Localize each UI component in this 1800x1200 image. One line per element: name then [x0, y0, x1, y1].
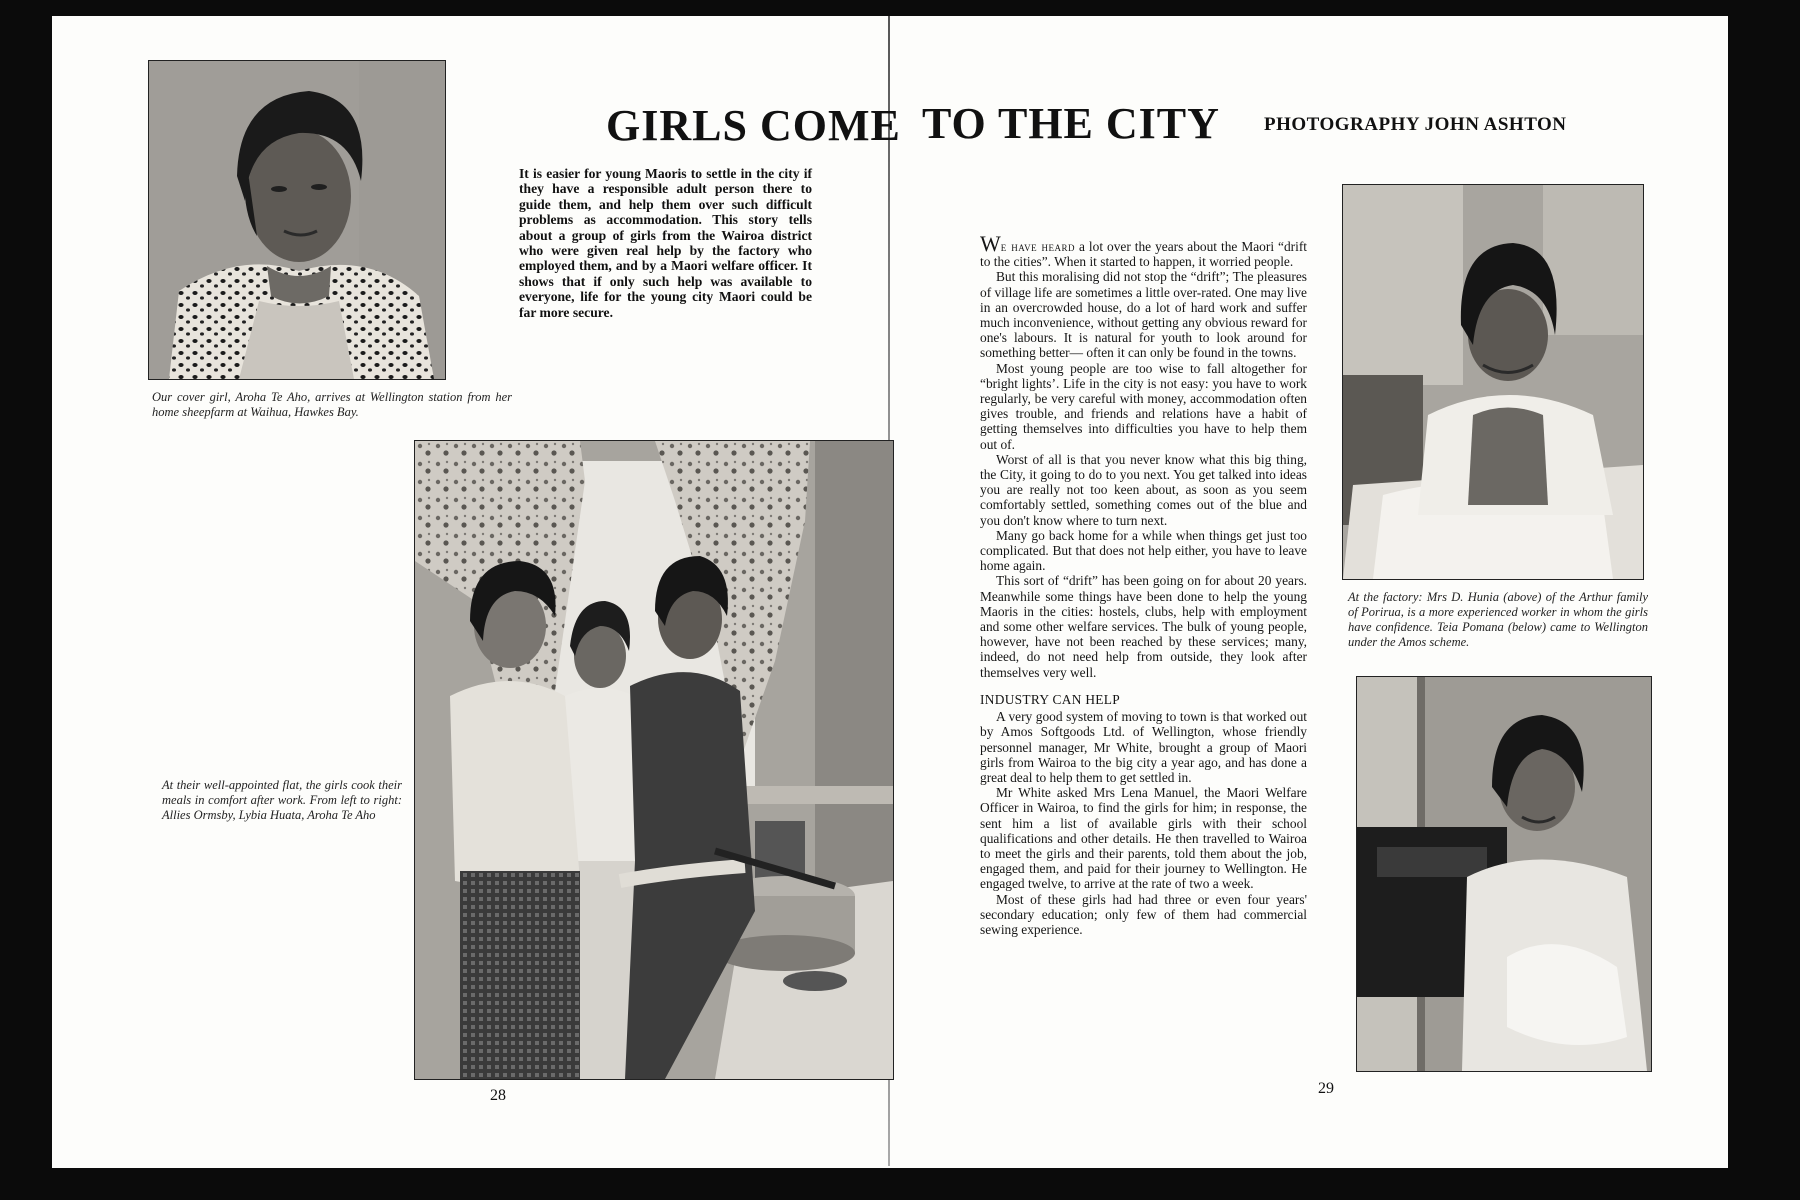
paragraph-3: Most young people are too wise to fall altogether for “bright lights’. Life in the city is not easy: you have to work regularly, be very careful with money, accommodation often gives trouble, and friends and relations have a habit of getting themselves into difficulties you have to help them out of. [980, 360, 1307, 452]
page-number-left: 28 [490, 1087, 506, 1104]
paragraph-1: We have heard a lot over the years about the Maori “drift to the cities”. When it started to happen, it worried people. [980, 231, 1307, 270]
intro-text: It is easier for young Maoris to settle in the city if they have a responsible adult person there to guide them, and help them over such difficult problems as accommodation. This story tells about a group of girls from the Wairoa district who were given real help by the factory who employed them, and by a Maori welfare officer. It shows that if only such help was available to everyone, life for the young city Maori could be far more secure. [519, 166, 812, 320]
subheading: INDUSTRY CAN HELP [980, 691, 1121, 707]
kitchen-caption: At their well-appointed flat, the girls cook their meals in comfort after work. From left to right: Allies Ormsby, Lybia Huata, Aroha Te Aho [162, 778, 402, 822]
paragraph-8: Mr White asked Mrs Lena Manuel, the Maori Welfare Officer in Wairoa, to find the girls for him; in response, the sent him a list of available girls with their school qualifications and other details. He then travelled to Wairoa to meet the girls and their parents, told them about the job, engaged them, and paid for their journey to Wellington. He engaged twelve, to arrive at the rate of two a week. [980, 785, 1307, 892]
paragraph-9: Most of these girls had had three or even four years' secondary education; only few of them had commercial sewing experience. [980, 891, 1307, 937]
factory-photo-bottom [1356, 676, 1652, 1072]
kitchen-photo [414, 440, 894, 1080]
headline-left: GIRLS COME [606, 101, 901, 150]
page-number-right: 29 [1318, 1080, 1334, 1097]
cover-girl-caption: Our cover girl, Aroha Te Aho, arrives at Wellington station from her home sheepfarm at Waihua, Hawkes Bay. [152, 390, 512, 419]
headline-right: TO THE CITY [922, 99, 1220, 148]
paragraph-5: Many go back home for a while when things get just too complicated. But that does not help either, you have to leave home again. [980, 527, 1307, 574]
factory-photo-top [1342, 184, 1644, 580]
article-body [980, 231, 1307, 937]
photo-credit: PHOTOGRAPHY JOHN ASHTON [1264, 114, 1567, 135]
cover-girl-photo [148, 60, 446, 380]
paragraph-7: A very good system of moving to town is that worked out by Amos Softgoods Ltd. of Wellington, whose friendly personnel manager, Mr White, brought a group of Maori girls from Wairoa to the big city a year ago, and has done a great deal to help them to get settled in. [980, 709, 1307, 785]
paragraph-6: This sort of “drift” has been going on for about 20 years. Meanwhile some things have been done to help the young Maoris in the cities: hostels, clubs, help with employment and some other welfare services. The bulk of young people, however, have not been reached by these services; many, indeed, do not need help from outside, they look after themselves very well. [980, 573, 1307, 680]
drop-cap: W [980, 231, 1001, 256]
paragraph-4: Worst of all is that you never know what this big thing, the City, it going to do to you next. You get talked into ideas you are really not too keen about, as soon as you seem comfortably settled, something comes out of the blue and you don't know where to turn next. [980, 451, 1307, 528]
factory-caption: At the factory: Mrs D. Hunia (above) of the Arthur family of Porirua, is a more experienced worker in whom the girls have confidence. Teia Pomana (below) came to Wellington under the Amos scheme. [1348, 590, 1648, 649]
paragraph-2: But this moralising did not stop the “drift”; The pleasures of village life are sometimes a little over-rated. One may live in an overcrowded house, do a lot of hard work and suffer much inconvenience, without getting any obvious reward for one's labours. It is natural for youth to look around for something better— often it can only be found in the towns. [980, 269, 1307, 361]
